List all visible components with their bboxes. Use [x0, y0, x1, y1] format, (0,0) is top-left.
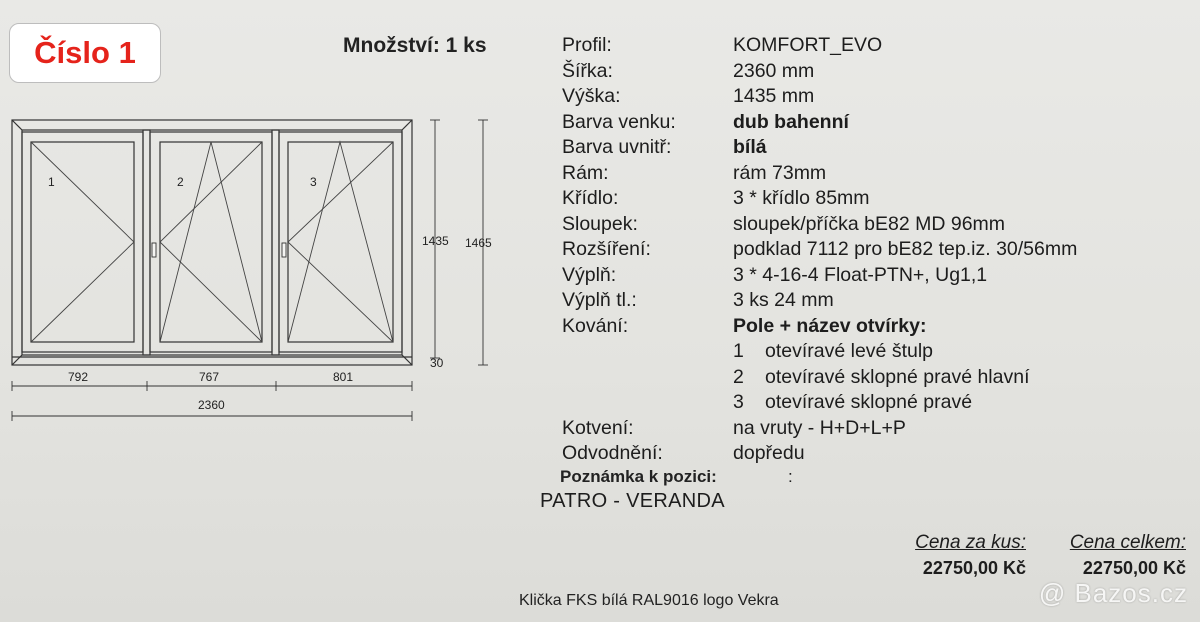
spec-label: Profil: — [562, 34, 612, 57]
sash-1-frame — [22, 132, 143, 352]
position-number-badge — [9, 23, 161, 83]
spec-value: KOMFORT_EVO — [733, 34, 883, 57]
spec-label: Výška: — [562, 85, 621, 108]
position-number: Číslo 1 — [34, 35, 136, 70]
sash-description: otevíravé sklopné pravé — [765, 391, 973, 414]
field-number-2: 2 — [177, 175, 184, 189]
sash-number: 3 — [733, 391, 744, 414]
unit-price-value: 22750,00 Kč — [922, 558, 1026, 578]
sash-description: otevíravé levé štulp — [765, 340, 934, 363]
unit-price — [915, 532, 1026, 579]
spec-value: bílá — [733, 136, 767, 159]
spec-value: na vruty - H+D+L+P — [733, 416, 906, 439]
spec-row-glazing — [562, 263, 1077, 289]
spec-value: 3 * 4-16-4 Float-PTN+, Ug1,1 — [733, 263, 988, 286]
spec-row-color-outside — [562, 110, 1077, 136]
total-price-label: Cena celkem: — [1069, 532, 1186, 553]
dimension-width-3: 801 — [333, 370, 354, 384]
window-outer-frame — [12, 120, 412, 365]
position-note-colon: : — [788, 467, 793, 486]
spec-label: Odvodnění: — [562, 442, 663, 465]
spec-row-color-inside — [562, 135, 1077, 161]
sash-3-frame — [279, 132, 402, 352]
spec-label: Sloupek: — [562, 212, 638, 235]
mullion-2 — [272, 130, 279, 355]
dimension-sill: 30 — [430, 356, 444, 370]
mullion-1 — [143, 130, 150, 355]
sash-number: 2 — [733, 365, 744, 388]
spec-label: Barva uvnitř: — [562, 136, 672, 159]
spec-value: dub bahenní — [733, 110, 849, 133]
sash-3-turn-lines — [288, 142, 393, 342]
sash-2-turn-lines — [160, 142, 262, 342]
total-price-value: 22750,00 Kč — [1082, 558, 1186, 578]
window-drawing — [0, 100, 520, 430]
spec-label: Barva venku: — [562, 110, 676, 133]
unit-price-label: Cena za kus: — [915, 532, 1026, 553]
footer-note: Klička FKS bílá RAL9016 logo Vekra — [519, 592, 779, 609]
spec-label: Výplň: — [562, 263, 617, 286]
spec-row-frame — [562, 161, 1077, 187]
spec-row-anchoring — [562, 416, 1077, 442]
spec-label: Křídlo: — [562, 187, 619, 210]
spec-row-width — [562, 59, 1077, 85]
sash-2-frame — [150, 132, 272, 352]
spec-row-glazing-thickness — [562, 288, 1077, 314]
spec-row-drainage — [562, 441, 1077, 467]
total-price — [1070, 532, 1186, 579]
dimension-width-1: 792 — [68, 370, 89, 384]
spec-value: 3 ks 24 mm — [733, 289, 834, 312]
spec-value: Pole + název otvírky: — [733, 314, 927, 337]
spec-row-sash — [562, 186, 1077, 212]
spec-label: Kotvení: — [562, 416, 634, 439]
dimension-outer-height: 1465 — [465, 236, 492, 250]
spec-label: Kování: — [562, 314, 629, 337]
spec-row-profile — [562, 33, 1077, 59]
sash-3-tilt-lines — [288, 142, 393, 342]
position-note-title: Poznámka k pozici: — [560, 467, 717, 486]
spec-value: dopředu — [733, 442, 805, 465]
spec-value: podklad 7112 pro bE82 tep.iz. 30/56mm — [733, 238, 1078, 261]
spec-value: rám 73mm — [733, 161, 827, 184]
sash-number: 1 — [733, 340, 744, 363]
spec-value: sloupek/příčka bE82 MD 96mm — [733, 212, 1006, 235]
field-number-1: 1 — [48, 175, 55, 189]
dimension-width-2: 767 — [199, 370, 220, 384]
spec-label: Výplň tl.: — [562, 289, 637, 312]
spec-row-hardware — [562, 314, 1077, 340]
watermark: @ Bazos.cz — [1038, 578, 1188, 608]
position-note-text: PATRO - VERANDA — [540, 490, 725, 512]
spec-label: Rozšíření: — [562, 238, 651, 261]
sash-item — [562, 390, 1077, 416]
spec-value: 3 * křídlo 85mm — [733, 187, 870, 210]
sash-1-opening-lines — [31, 142, 134, 342]
spec-value: 2360 mm — [733, 59, 815, 82]
sash-3-handle — [282, 243, 286, 257]
sash-2-tilt-lines — [160, 142, 262, 342]
spec-label: Rám: — [562, 161, 609, 184]
dimension-inner-height: 1435 — [422, 234, 449, 248]
spec-list — [562, 33, 1077, 467]
field-number-3: 3 — [310, 175, 317, 189]
sash-item — [562, 339, 1077, 365]
spec-row-extension — [562, 237, 1077, 263]
dimension-total-width: 2360 — [198, 398, 225, 412]
spec-value: 1435 mm — [733, 85, 815, 108]
sash-description: otevíravé sklopné pravé hlavní — [765, 365, 1030, 388]
spec-label: Šířka: — [562, 59, 613, 82]
sash-2-handle — [152, 243, 156, 257]
spec-row-height — [562, 84, 1077, 110]
spec-row-mullion — [562, 212, 1077, 238]
sash-item — [562, 365, 1077, 391]
quantity-label: Množství: 1 ks — [343, 34, 487, 57]
